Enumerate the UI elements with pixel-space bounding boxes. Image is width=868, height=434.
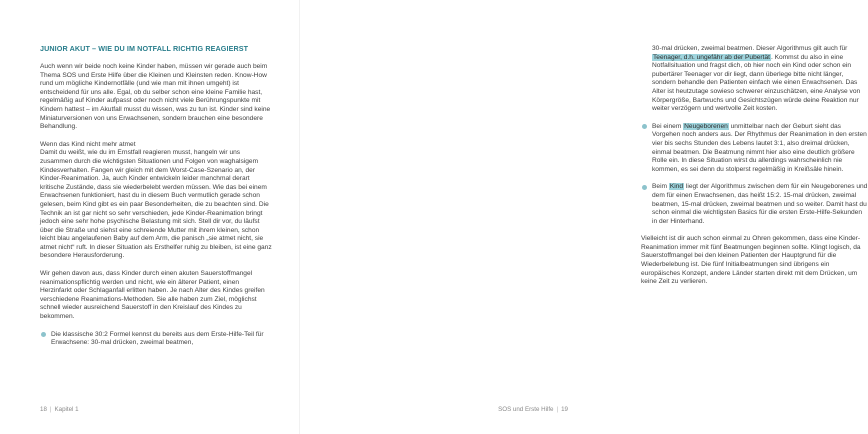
bullet-text-before: Beim	[652, 183, 668, 191]
bullet-dot-icon	[642, 185, 647, 190]
book-title: SOS und Erste Hilfe	[498, 406, 554, 413]
list-item	[641, 45, 868, 114]
bullet-text: Die klassische 30:2 Formel kennst du bereits aus dem Erste-Hilfe-Teil für Erwachsene: 30-mal drücken, zweimal beatmen,	[51, 330, 264, 347]
intro-paragraph: Auch wenn wir beide noch keine Kinder haben, müssen wir gerade auch beim Thema SOS und Erste Hilfe über die Kleinen und Kleinsten reden. Know-How rund um mögliche Kindernotfälle (und wie man mit ihnen umgeht) ist entscheidend für uns alle. Egal, ob du selber schon eine kleine Familie hast, regelmäßig auf Kinder aufpasst oder noch nicht viele Berührungspunkte mit Kindern hattest – im Akutfall musst du wissen, was zu tun ist. Kinder sind keine Miniaturversionen von uns Erwachsenen, sondern brauchen eine besondere Behandlung.	[40, 63, 271, 131]
page-number: 18	[40, 406, 47, 413]
paragraph-oxygen: Wir gehen davon aus, dass Kinder durch einen akuten Sauerstoffmangel reanimationspflichtig werden und nicht, wie ein älterer Patient, einen Herzinfarkt oder Schlaganfall erlitten haben. Je nach Alter des Kindes greifen verschiedene Reanimations-Methoden. Sie alle haben zum Ziel, möglichst schnell wieder ausreichend Sauerstoff in den Kreislauf des Kindes zu bekommen.	[40, 270, 265, 321]
right-page	[300, 0, 868, 434]
section-heading: JUNIOR AKUT – WIE DU IM NOTFALL RICHTIG REAGIERST	[40, 44, 249, 53]
bullet-dot-icon	[41, 332, 46, 337]
list-item	[641, 183, 868, 226]
left-page	[0, 0, 300, 434]
highlight-teenager: Teenager, d.h. ungefähr ab der Pubertät	[653, 53, 770, 61]
list-item	[40, 331, 272, 348]
subheading: Wenn das Kind nicht mehr atmet	[40, 140, 136, 148]
highlight-child: Kind	[669, 183, 684, 191]
list-item	[641, 123, 868, 175]
bullet-text-after: unmittelbar nach der Geburt sieht das Vorgehen noch anders aus. Der Rhythmus der Reanimation in den ersten vier bis sechs Stunden des Lebens lautet 3:1, also dreimal drücken, einmal beatmen. Die Beatmung nimmt hier also eine deutlich größere Rolle ein. In diese Situation wirst du allerdings wahrscheinlich nie kommen, es sei denn du stolperst regelmäßig in Kreißsäle hinein.	[652, 122, 867, 173]
footer-left: 18 | Kapitel 1	[40, 406, 79, 413]
closing-paragraph: Vielleicht ist dir auch schon einmal zu Ohren gekommen, dass eine Kinder-Reanimation immer mit fünf Beatmungen beginnen sollte. Klingt logisch, da Sauerstoffmangel bei den kleinen Patienten der Hauptgrund für die Wiederbelebung ist. Die fünf Initialbeatmungen sind übrigens ein europäisches Konzept, andere Länder starten direkt mit dem Drücken, um keine Zeit zu verlieren.	[641, 235, 861, 286]
bullet-text-after: . Kommst du also in eine Notfallsituation und fragst dich, ob hier noch ein Kind oder schon ein pubertärer Teenager vor dir liegt, dann überlege bitte nicht länger, sondern behandle den Patienten einfach wie einen Erwachsenen. Das Alter ist heutzutage sowieso schwerer einzuschätzen, eine Analyse von Körpergröße, Bartwuchs und Gesichtszügen würde deine Reaktion nur weiter verzögern und wertvolle Zeit kosten.	[652, 53, 861, 113]
highlight-newborn: Neugeborenen	[684, 122, 728, 130]
bullet-text-after: liegt der Algorithmus zwischen dem für ein Neugeborenes und dem für einen Erwachsenen, das heißt 15:2. 15-mal drücken, zweimal beatmen, 15-mal drücken, zweimal beatmen und so weiter. Damit hast du schon einmal die wichtigsten Basics für die ersten Erste-Hilfe-Sekunden in der Hinterhand.	[652, 183, 868, 225]
page-number: 19	[561, 406, 568, 413]
bullet-text-before: Bei einem	[652, 122, 682, 130]
left-column	[40, 44, 272, 357]
footer-right: SOS und Erste Hilfe | 19	[498, 406, 568, 413]
bullet-list	[40, 331, 272, 348]
chapter-label: Kapitel 1	[54, 406, 79, 413]
bullet-text-before: 30-mal drücken, zweimal beatmen. Dieser Algorithmus gilt auch für	[652, 45, 848, 52]
right-column	[641, 45, 868, 296]
bullet-list-continued	[641, 45, 868, 226]
paragraph-reanimation: Damit du weißt, wie du im Ernstfall reagieren musst, hangeln wir uns zusammen durch die wichtigsten Situationen und Folgen von waghalsigem Kindesverhalten. Fangen wir gleich mit dem Worst-Case-Szenario an, der Kinder-Reanimation. Ja, auch Kinder entwickeln leider manchmal derart kritische Zustände, dass sie wiederbelebt werden müssen. Wie das bei einem Erwachsenen funktioniert, hast du in diesem Buch vermutlich gerade schon gelesen, beim Kind gibt es ein paar Besonderheiten, die zu beachten sind. Die Technik an ist gar nicht so sehr verschieden, jede Kinder-Reanimation bringt jedoch eine sehr hohe psychische Belastung mit sich. Stell dir vor, du läufst über die Straße und siehst eine schreiende Mutter mit ihrem kleinen, schon leicht blau angelaufenen Baby auf dem Arm, die panisch „sie atmet nicht, sie atmet nicht“ ruft. In dieser Situation als Ersthelfer ruhig zu bleiben, ist eine ganz besondere Herausforderung.	[40, 149, 272, 260]
bullet-dot-icon	[642, 124, 647, 129]
